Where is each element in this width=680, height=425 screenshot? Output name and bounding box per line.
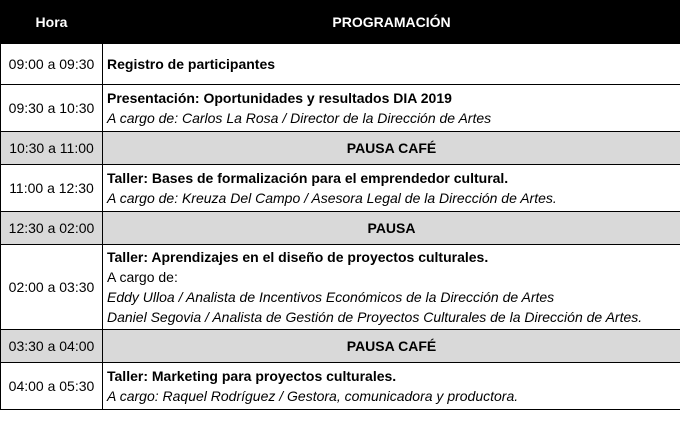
row-title: Registro de participantes [107, 56, 276, 72]
pause-label: PAUSA CAFÉ [103, 330, 680, 363]
row-title: Presentación: Oportunidades y resultados DIA 2019 [107, 90, 452, 106]
header-program: PROGRAMACIÓN [103, 1, 680, 44]
row-time: 09:30 a 10:30 [1, 85, 103, 132]
row-program [103, 44, 680, 85]
pause-label: PAUSA CAFÉ [103, 132, 680, 165]
pause-row [1, 132, 680, 165]
schedule-row [1, 245, 680, 330]
schedule-row [1, 363, 680, 410]
row-time: 03:30 a 04:00 [1, 330, 103, 363]
row-time: 10:30 a 11:00 [1, 132, 103, 165]
row-time: 12:30 a 02:00 [1, 212, 103, 245]
row-speaker-line: Eddy Ulloa / Analista de Incentivos Económicos de la Dirección de Artes [107, 289, 555, 305]
row-time: 09:00 a 09:30 [1, 44, 103, 85]
row-title: Taller: Bases de formalización para el emprendedor cultural. [107, 170, 509, 186]
pause-row [1, 330, 680, 363]
schedule-row [1, 44, 680, 85]
row-program [103, 363, 680, 410]
schedule-row [1, 165, 680, 212]
header-time: Hora [1, 1, 103, 44]
row-description: A cargo de: Kreuza Del Campo / Asesora Legal de la Dirección de Artes. [107, 190, 557, 206]
row-time: 02:00 a 03:30 [1, 245, 103, 330]
row-speaker-line: Daniel Segovia / Analista de Gestión de Proyectos Culturales de la Dirección de Artes. [107, 309, 643, 325]
pause-row [1, 212, 680, 245]
row-title: Taller: Aprendizajes en el diseño de proyectos culturales. [107, 249, 489, 265]
row-intro: A cargo de: [107, 269, 178, 285]
row-description: A cargo de: Carlos La Rosa / Director de la Dirección de Artes [107, 110, 492, 126]
row-program [103, 165, 680, 212]
schedule-row [1, 85, 680, 132]
row-program [103, 245, 680, 330]
row-title: Taller: Marketing para proyectos culturales. [107, 368, 397, 384]
row-program [103, 85, 680, 132]
row-description: A cargo: Raquel Rodríguez / Gestora, comunicadora y productora. [107, 388, 519, 404]
header-row [1, 1, 680, 44]
row-time: 11:00 a 12:30 [1, 165, 103, 212]
pause-label: PAUSA [103, 212, 680, 245]
row-time: 04:00 a 05:30 [1, 363, 103, 410]
